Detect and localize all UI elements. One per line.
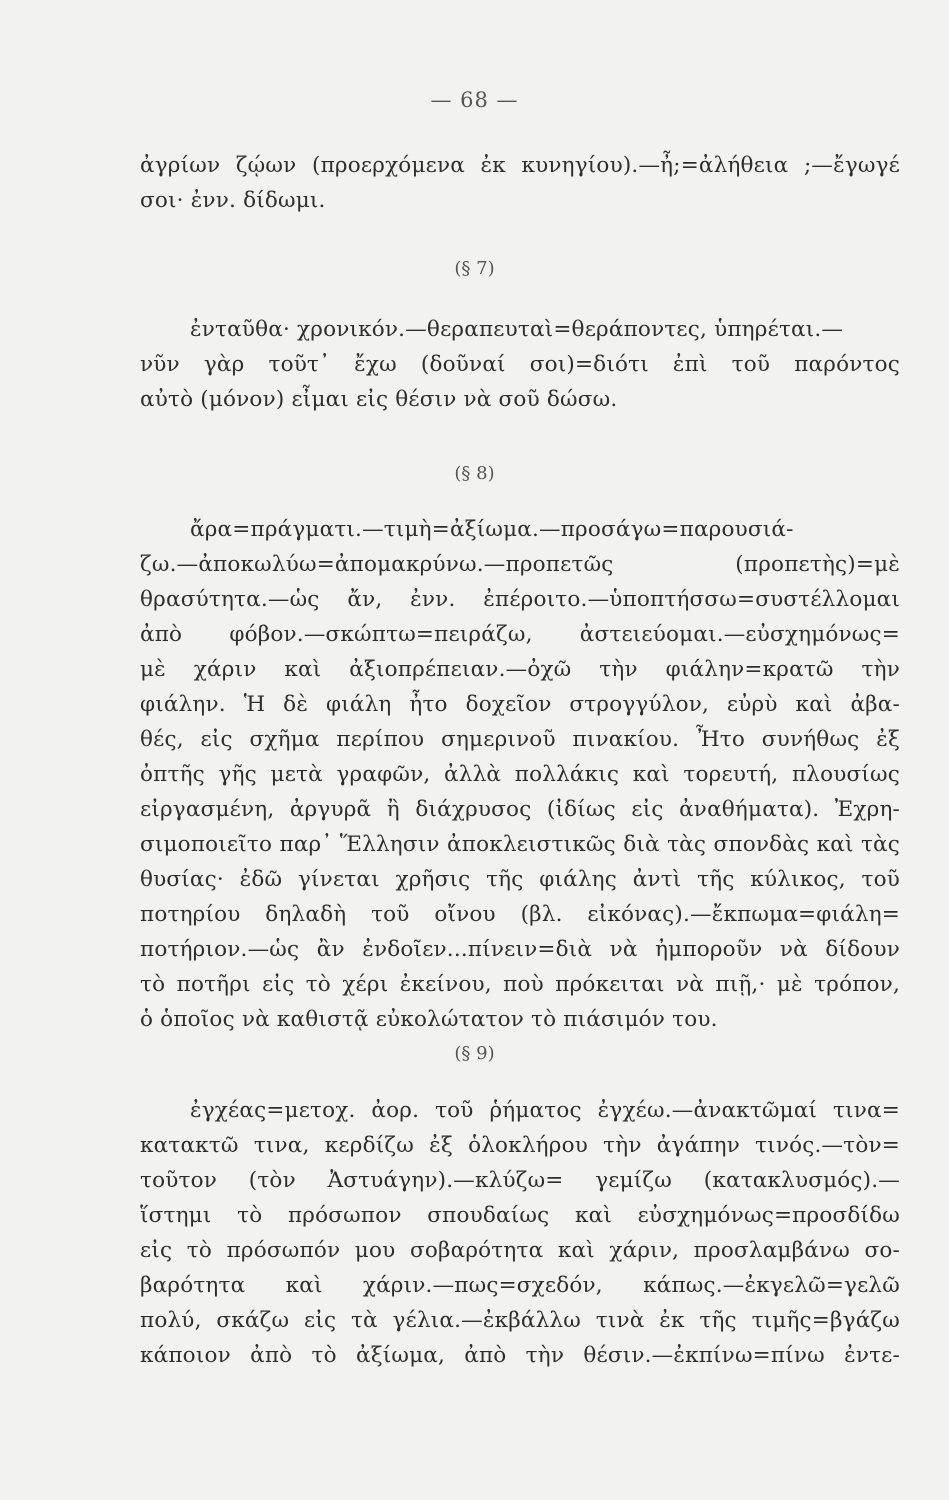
- text-line: ἀπὸ φόβον.—σκώπτω=πειράζω, ἀστειεύομαι.—εὐσχημόνως=: [140, 622, 900, 647]
- text-line: ἐγχέας=μετοχ. ἀορ. τοῦ ῥήματος ἐγχέω.—ἀνακτῶμαί τινα=: [190, 1098, 900, 1123]
- text-line: κάποιον ἀπὸ τὸ ἀξίωμα, ἀπὸ τὴν θέσιν.—ἐκπίνω=πίνω ἐντε-: [140, 1343, 900, 1368]
- text-line: βαρότητα καὶ χάριν.—πως=σχεδόν, κάπως.—ἐκγελῶ=γελῶ: [140, 1273, 900, 1298]
- text-line: εἰργασμένη, ἀργυρᾶ ἢ διάχρυσος (ἰδίως εἰς ἀναθήματα). Ἐχρη-: [140, 797, 900, 822]
- text-line: ζω.—ἀποκωλύω=ἀπομακρύνω.—προπετῶς (προπετὴς)=μὲ: [140, 552, 900, 577]
- text-line: ἀγρίων ζῴων (προερχόμενα ἐκ κυνηγίου).—ἦ;=ἀλήθεια ;—ἔγωγέ: [140, 153, 900, 178]
- text-line: ὁ ὁποῖος νὰ καθιστᾷ εὐκολώτατον τὸ πιάσιμόν του.: [140, 1007, 718, 1032]
- text-line: σιμοποιεῖτο παρ᾽ Ἕλλησιν ἀποκλειστικῶς διὰ τὰς σπονδὰς καὶ τὰς: [140, 832, 900, 857]
- text-line: ἄρα=πράγματι.—τιμὴ=ἀξίωμα.—προσάγω=παρουσιά-: [190, 517, 794, 542]
- text-line: ἐνταῦθα· χρονικόν.—θεραπευταὶ=θεράποντες, ὑπηρέται.—: [190, 317, 844, 342]
- text-line: πολύ, σκάζω εἰς τὰ γέλια.—ἐκβάλλω τινὰ ἐκ τῆς τιμῆς=βγάζω: [140, 1308, 900, 1333]
- text-line: αὐτὸ (μόνον) εἶμαι εἰς θέσιν νὰ σοῦ δώσω.: [140, 387, 618, 412]
- section-heading-8: (§ 8): [454, 463, 495, 484]
- text-line: νῦν γὰρ τοῦτ᾽ ἔχω (δοῦναί σοι)=διότι ἐπὶ τοῦ παρόντος: [140, 352, 900, 377]
- section-8-text: [140, 512, 900, 1037]
- text-line: εἰς τὸ πρόσωπόν μου σοβαρότητα καὶ χάριν, προσλαμβάνω σο-: [140, 1238, 900, 1263]
- section-heading-9: (§ 9): [454, 1043, 495, 1064]
- text-line: σοι· ἐνν. δίδωμι.: [140, 188, 326, 213]
- section-heading-7: (§ 7): [454, 258, 495, 279]
- text-line: ἵστημι τὸ πρόσωπον σπουδαίως καὶ εὐσχημόνως=προσδίδω: [140, 1203, 900, 1228]
- text-line: ποτήριον.—ὡς ἂν ἐνδοῖεν...πίνειν=διὰ νὰ ἠμποροῦν νὰ δίδουν: [140, 937, 900, 962]
- text-line: ὀπτῆς γῆς μετὰ γραφῶν, ἀλλὰ πολλάκις καὶ τορευτή, πλουσίως: [140, 762, 900, 787]
- text-line: ποτηρίου δηλαδὴ τοῦ οἴνου (βλ. εἰκόνας).—ἔκπωμα=φιάλη=: [140, 902, 900, 927]
- text-line: τοῦτον (τὸν Ἀστυάγην).—κλύζω= γεμίζω (κατακλυσμός).—: [140, 1168, 900, 1193]
- section-7-text: [140, 312, 900, 417]
- page-number: — 68 —: [430, 88, 519, 112]
- text-line: μὲ χάριν καὶ ἀξιοπρέπειαν.—ὀχῶ τὴν φιάλην=κρατῶ τὴν: [140, 657, 900, 682]
- text-line: θρασύτητα.—ὡς ἄν, ἐνν. ἐπέροιτο.—ὑποπτήσσω=συστέλλομαι: [140, 587, 900, 612]
- text-line: τὸ ποτῆρι εἰς τὸ χέρι ἐκείνου, ποὺ πρόκειται νὰ πιῇ,· μὲ τρόπον,: [140, 972, 900, 997]
- text-line: φιάλην. Ἡ δὲ φιάλη ἦτο δοχεῖον στρογγύλον, εὐρὺ καὶ ἀβα-: [140, 692, 900, 717]
- section-9-text: [140, 1093, 900, 1373]
- intro-paragraph: [140, 148, 900, 218]
- text-line: κατακτῶ τινα, κερδίζω ἐξ ὁλοκλήρου τὴν ἀγάπην τινός.—τὸν=: [140, 1133, 900, 1158]
- text-line: θυσίας· ἐδῶ γίνεται χρῆσις τῆς φιάλης ἀντὶ τῆς κύλικος, τοῦ: [140, 867, 900, 892]
- text-line: θές, εἰς σχῆμα περίπου σημερινοῦ πινακίου. Ἦτο συνήθως ἐξ: [140, 727, 900, 752]
